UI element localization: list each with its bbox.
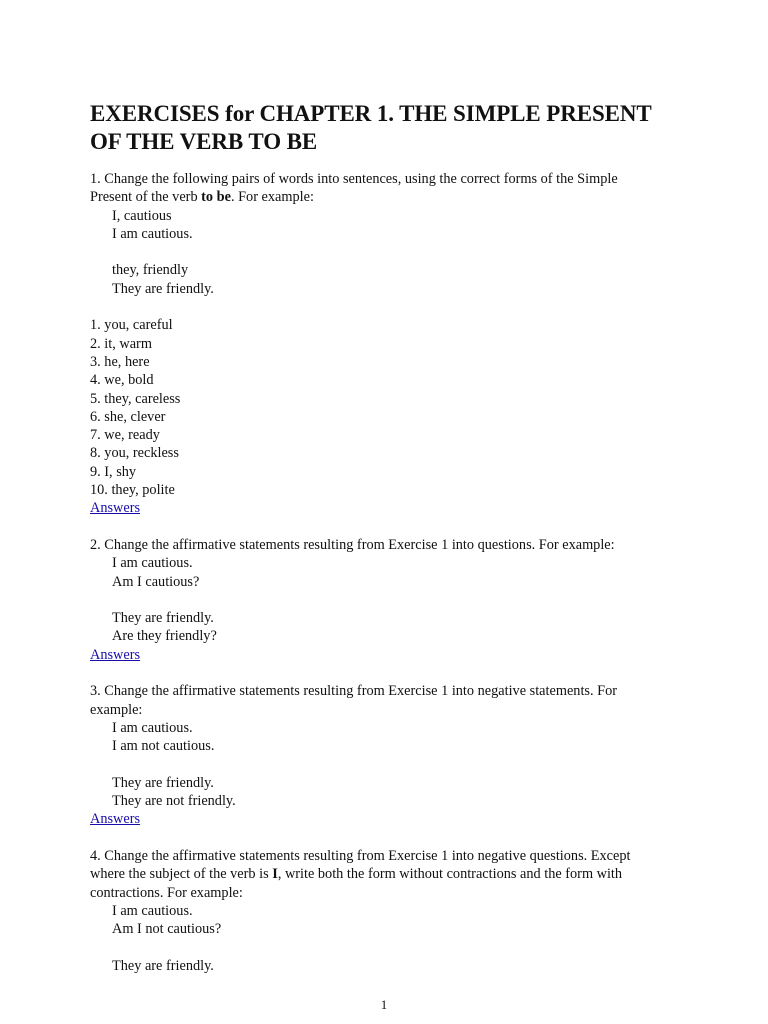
example-line: I am cautious. bbox=[112, 902, 193, 919]
instruction-text: 4. Change the affirmative statements resulting from Exercise 1 into negative questions. Except where the subject of the verb is bbox=[90, 847, 631, 883]
title-line-2: OF THE VERB TO BE bbox=[90, 129, 318, 154]
list-item: 7. we, ready bbox=[90, 427, 160, 444]
answers-link-exercise-3[interactable]: Answers bbox=[90, 811, 141, 828]
exercise-1-instructions bbox=[90, 170, 655, 207]
example-line: Am I not cautious? bbox=[112, 921, 222, 938]
exercise-2-instructions: 2. Change the affirmative statements resulting from Exercise 1 into questions. For example: bbox=[90, 536, 615, 553]
example-line: They are friendly. bbox=[112, 280, 214, 297]
exercise-1 bbox=[90, 170, 655, 518]
example-line: I am cautious. bbox=[112, 555, 193, 572]
example-line: Am I cautious? bbox=[112, 573, 200, 590]
page-number: 1 bbox=[380, 997, 388, 1012]
instruction-text: . For example: bbox=[230, 189, 314, 206]
example-line: They are friendly. bbox=[112, 957, 214, 974]
instruction-bold: I bbox=[272, 866, 278, 883]
exercise-2 bbox=[90, 536, 655, 664]
answers-link-exercise-2[interactable]: Answers bbox=[90, 646, 141, 663]
exercise-3 bbox=[90, 682, 655, 828]
example-line: They are friendly. bbox=[112, 610, 214, 627]
chapter-title bbox=[90, 100, 655, 156]
list-item: 10. they, polite bbox=[90, 482, 175, 499]
instruction-bold: to be bbox=[201, 189, 231, 206]
exercise-1-items bbox=[90, 316, 655, 499]
list-item: 3. he, here bbox=[90, 353, 150, 370]
list-item: 9. I, shy bbox=[90, 463, 137, 480]
title-line-1: EXERCISES for CHAPTER 1. THE SIMPLE PRESENT bbox=[90, 101, 652, 126]
exercise-3-instructions: 3. Change the affirmative statements resulting from Exercise 1 into negative statements. For example: bbox=[90, 683, 617, 718]
instruction-text: 1. Change the following pairs of words into sentences, using the correct forms of the Simple Present of the verb bbox=[90, 171, 618, 206]
list-item: 1. you, careful bbox=[90, 317, 173, 334]
example-line: They are friendly. bbox=[112, 774, 214, 791]
example-line: they, friendly bbox=[112, 262, 189, 279]
example-line: They are not friendly. bbox=[112, 793, 236, 810]
answers-link-exercise-1[interactable]: Answers bbox=[90, 500, 141, 517]
list-item: 8. you, reckless bbox=[90, 445, 179, 462]
list-item: 6. she, clever bbox=[90, 408, 166, 425]
exercise-4-instructions bbox=[90, 847, 655, 902]
instruction-text: , write both the form without contractions and the form with contractions. For example: bbox=[90, 866, 623, 901]
example-line: I am cautious. bbox=[112, 225, 193, 242]
document-page bbox=[90, 100, 655, 975]
example-line: I am cautious. bbox=[112, 719, 193, 736]
list-item: 4. we, bold bbox=[90, 372, 154, 389]
exercise-4 bbox=[90, 847, 655, 975]
example-line: I, cautious bbox=[112, 207, 172, 224]
list-item: 5. they, careless bbox=[90, 390, 181, 407]
example-line: I am not cautious. bbox=[112, 738, 215, 755]
list-item: 2. it, warm bbox=[90, 335, 152, 352]
example-line: Are they friendly? bbox=[112, 628, 217, 645]
